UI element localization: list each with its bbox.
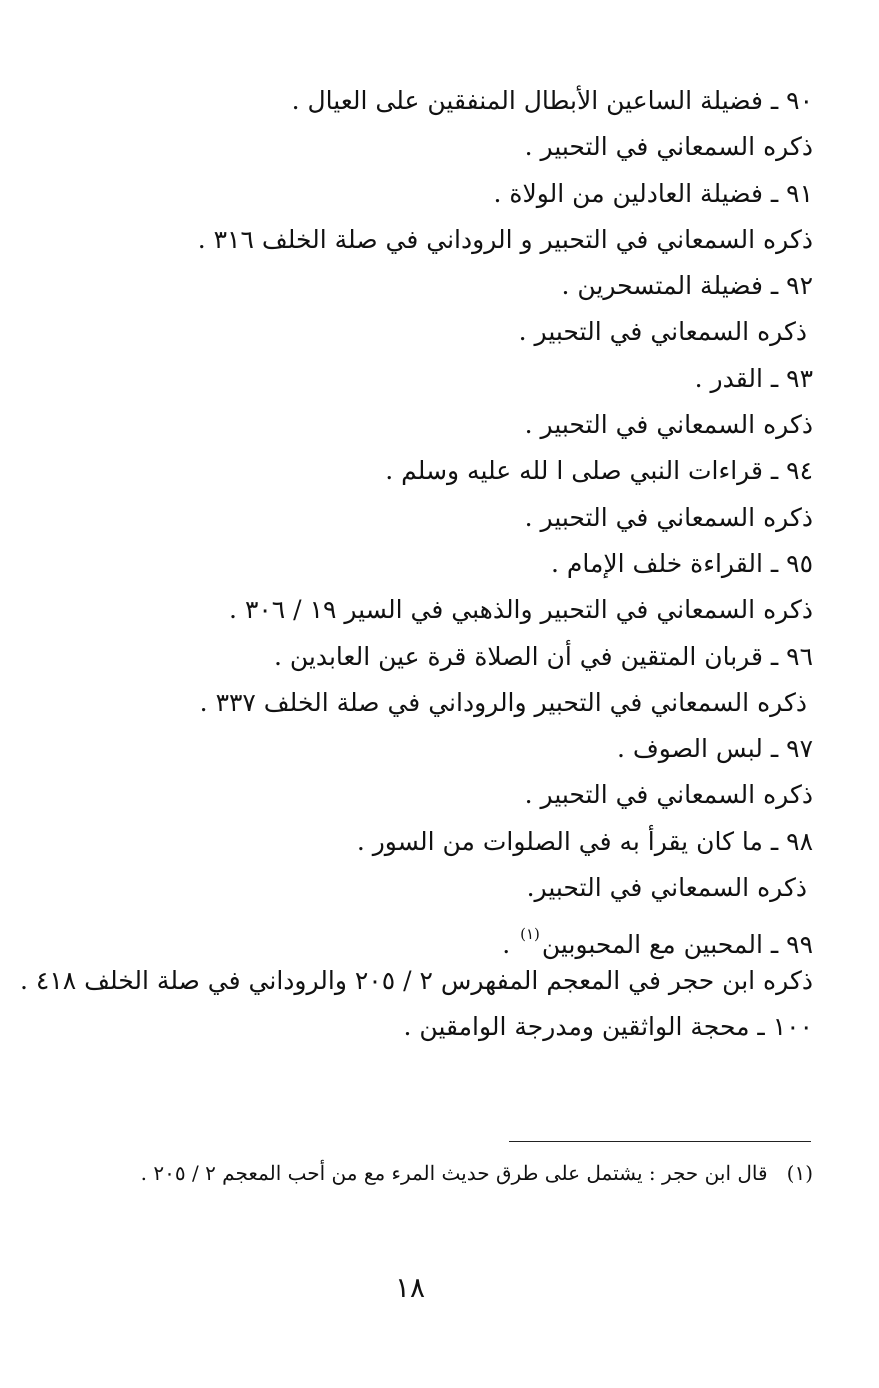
entry-90-source: ذكره السمعاني في التحبير . <box>524 132 813 162</box>
entry-90-title: ٩٠ ـ فضيلة الساعين الأبطال المنفقين على العيال . <box>291 86 813 115</box>
entry-99-title-end: . <box>502 930 519 960</box>
footnote-text: قال ابن حجر : يشتمل على طرق حديث المرء مع من أحب المعجم ٢ / ٢٠٥ . <box>140 1161 768 1185</box>
entry-99-title-line <box>23 911 813 960</box>
entry-93-source: ذكره السمعاني في التحبير . <box>524 410 813 440</box>
entry-95-source: ذكره السمعاني في التحبير والذهبي في السير ١٩ / ٣٠٦ . <box>229 595 813 625</box>
entry-92-source: ذكره السمعاني في التحبير . <box>518 317 807 347</box>
entry-99-title: ٩٩ ـ المحبين مع المحبوبين <box>541 930 813 960</box>
entry-93-title: ٩٣ ـ القدر . <box>694 363 813 393</box>
footnote-reference: (١) <box>520 925 540 944</box>
footnote-marker: (١) <box>786 1161 813 1185</box>
entry-97-source: ذكره السمعاني في التحبير . <box>524 780 813 810</box>
entry-99-source: ذكره ابن حجر في المعجم المفهرس ٢ / ٢٠٥ والروداني في صلة الخلف ٤١٨ . <box>19 965 813 995</box>
entry-98-title: ٩٨ ـ ما كان يقرأ به في الصلوات من السور . <box>356 826 813 856</box>
page-number: ١٨ <box>394 1271 426 1304</box>
footnote-divider <box>509 1141 811 1142</box>
entry-98-source: ذكره السمعاني في التحبير. <box>526 873 807 903</box>
entry-100-title: ١٠٠ ـ محجة الواثقين ومدرجة الوامقين . <box>403 1011 813 1041</box>
entry-97-title: ٩٧ ـ لبس الصوف . <box>616 734 813 764</box>
entry-91-source: ذكره السمعاني في التحبير و الروداني في صلة الخلف ٣١٦ . <box>197 224 813 254</box>
entry-91-title: ٩١ ـ فضيلة العادلين من الولاة . <box>493 178 813 208</box>
entry-95-title: ٩٥ ـ القراءة خلف الإمام . <box>551 548 813 578</box>
body-text <box>19 78 813 1050</box>
entry-92-title: ٩٢ ـ فضيلة المتسحرين . <box>561 271 813 301</box>
entry-94-title: ٩٤ ـ قراءات النبي صلى ا لله عليه وسلم . <box>385 456 813 486</box>
entry-96-title: ٩٦ ـ قربان المتقين في أن الصلاة قرة عين العابدين . <box>273 641 813 671</box>
entry-96-source: ذكره السمعاني في التحبير والروداني في صلة الخلف ٣٣٧ . <box>199 687 807 717</box>
footnote <box>113 1158 813 1188</box>
entry-94-source: ذكره السمعاني في التحبير . <box>524 502 813 532</box>
